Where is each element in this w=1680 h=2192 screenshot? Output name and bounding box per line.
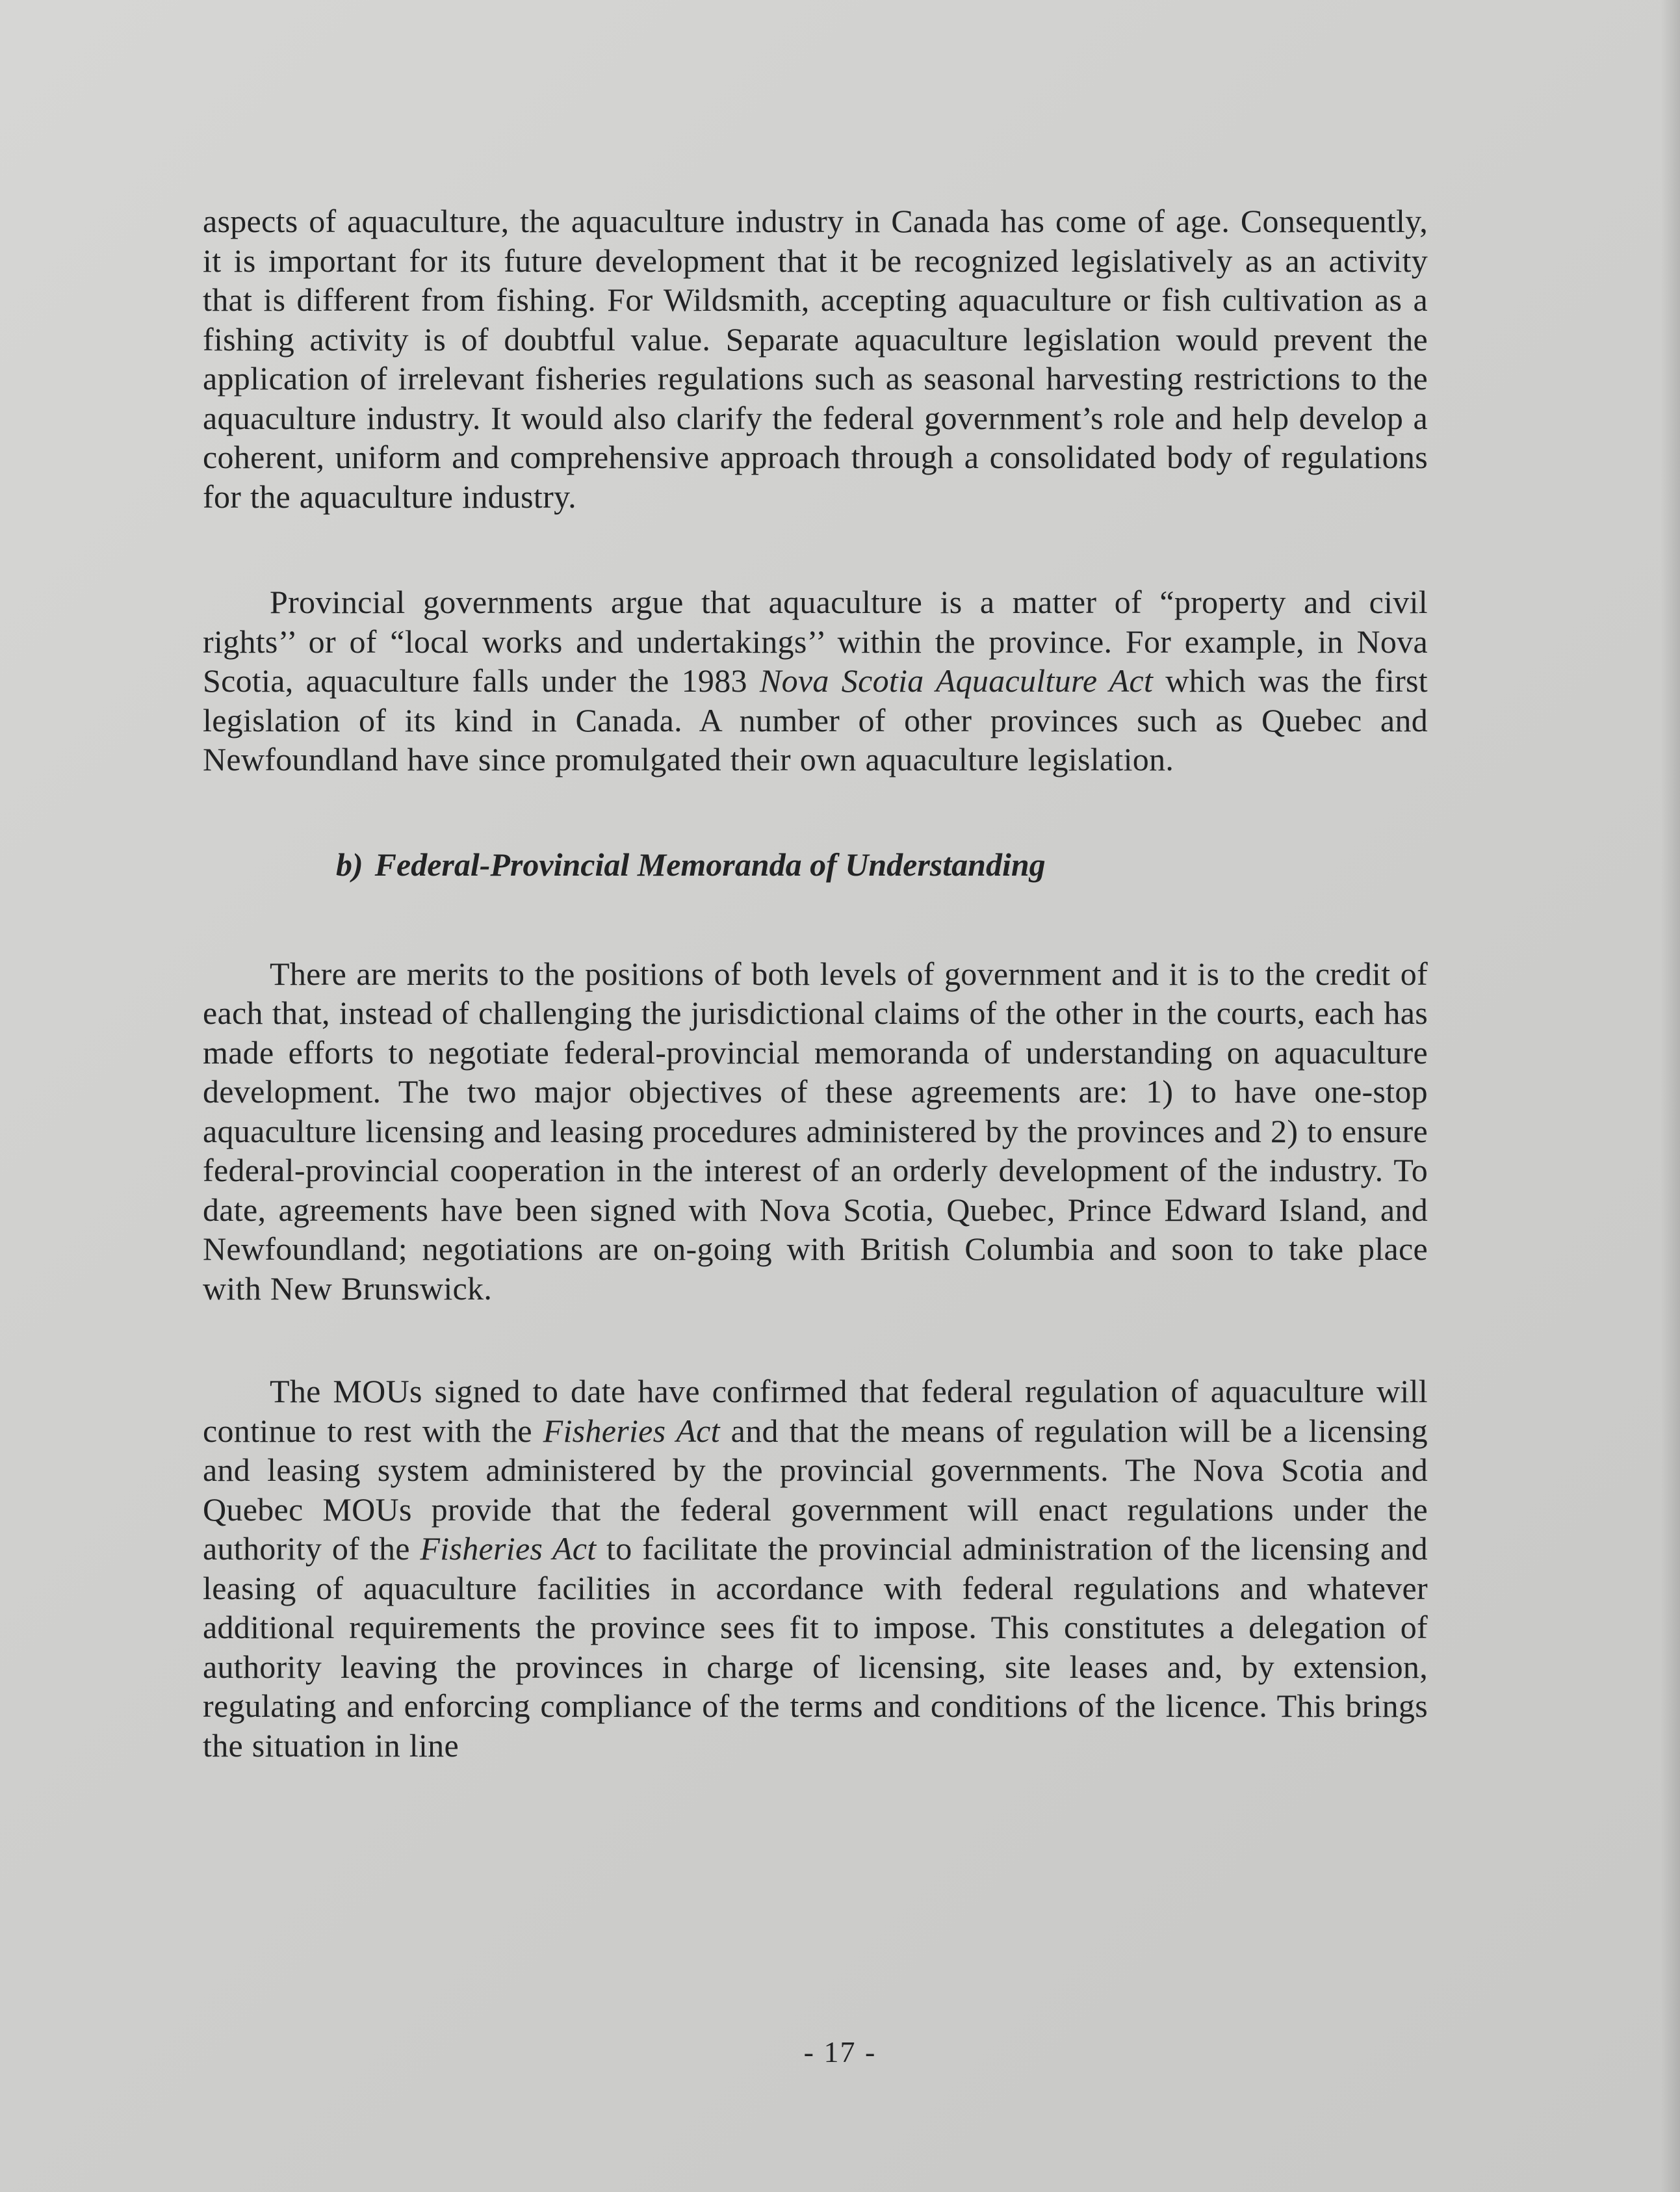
paragraph-merits-of-positions: There are merits to the positions of both levels of government and it is to the credit of each that, instead of challenging the jurisdictional claims of the other in the courts, each has made efforts to negotiate federal-provincial memoranda of understanding on aquaculture development. The two major objectives of these agreements are: 1) to have one-stop aquaculture licensing and leasing procedures administered by the provinces and 2) to ensure federal-provincial cooperation in the interest of an orderly development of the industry. To date, agreements have been signed with Nova Scotia, Quebec, Prince Edward Island, and Newfoundland; negotiations are on-going with British Columbia and soon to take place with New Brunswick. xyxy=(203,955,1428,1307)
act-title-italic: Nova Scotia Aquaculture Act xyxy=(759,662,1154,699)
paragraph-text: to facilitate the provincial administration of the licensing and leasing of aquaculture facilities in accordance with federal regulations and whatever additional requirements the province sees fit to impose. This constitutes a delegation of authority leaving the provinces in charge of licensing, site leases and, by extension, regulating and enforcing compliance of the terms and conditions of the licence. This brings the situation in line xyxy=(203,1530,1428,1764)
page-edge-shadow xyxy=(1661,0,1680,2192)
paragraph-mous-signed xyxy=(203,1372,1428,1765)
paragraph-text: which was the first legislation of its kind in Canada. A number of other provinces such as Quebec and Newfoundland have since promulgated their own aquaculture legislation. xyxy=(203,662,1428,777)
paragraph-text: The MOUs signed to date have confirmed that federal regulation of aquaculture will continue to rest with the xyxy=(203,1373,1428,1449)
document-page xyxy=(203,202,1428,1765)
section-heading xyxy=(336,845,1428,884)
act-title-italic: Fisheries Act xyxy=(420,1530,597,1567)
act-title-italic: Fisheries Act xyxy=(543,1412,720,1449)
section-heading-text: Federal-Provincial Memoranda of Understanding xyxy=(374,846,1046,883)
paragraph-text: Provincial governments argue that aquaculture is a matter of “property and civil rights’’ or of “local works and undertakings’’ within the province. For example, in Nova Scotia, aquaculture falls under the 1983 xyxy=(203,584,1428,699)
section-heading-label: b) xyxy=(336,846,363,883)
paragraph-provincial-governments xyxy=(203,582,1428,779)
paragraph-aquaculture-come-of-age: aspects of aquaculture, the aquaculture industry in Canada has come of age. Consequently, it is important for its future development that it be recognized legislatively as an activity that is different from fishing. For Wildsmith, accepting aquaculture or fish cultivation as a fishing activity is of doubtful value. Separate aquaculture legislation would prevent the application of irrelevant fisheries regulations such as seasonal harvesting restrictions to the aquaculture industry. It would also clarify the federal government’s role and help develop a coherent, uniform and comprehensive approach through a consolidated body of regulations for the aquaculture industry. xyxy=(203,203,1428,515)
paragraph-text: and that the means of regulation will be a licensing and leasing system administered by the provincial governments. The Nova Scotia and Quebec MOUs provide that the federal government will enact regulations under the authority of the xyxy=(203,1412,1428,1567)
page-number: - 17 - xyxy=(803,2035,877,2068)
